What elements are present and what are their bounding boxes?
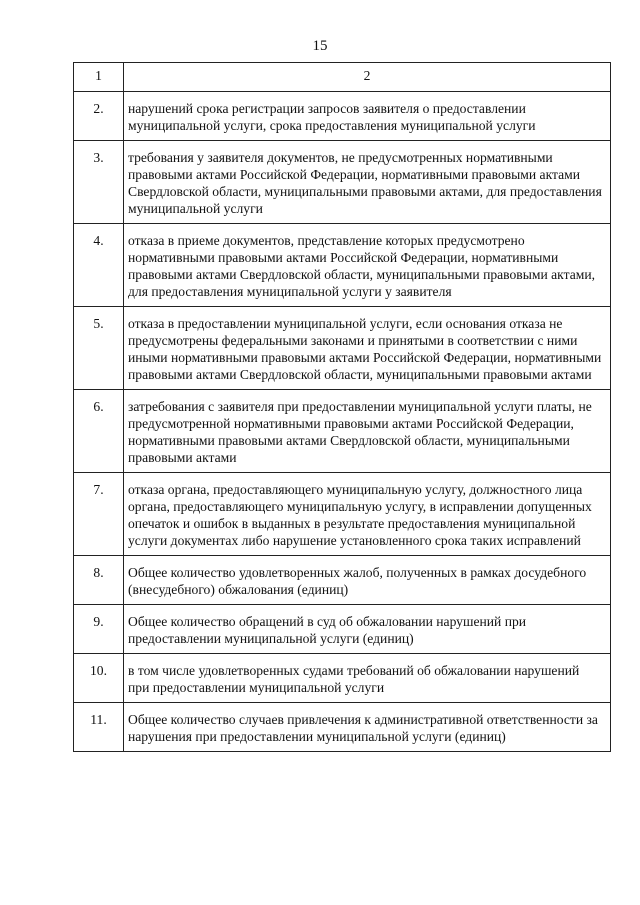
- header-cell-text: 2: [124, 63, 611, 92]
- table-header-row: [74, 63, 611, 92]
- table-row: [74, 556, 611, 605]
- page-number: 15: [312, 38, 328, 54]
- table-row: [74, 307, 611, 390]
- table-row: [74, 390, 611, 473]
- row-number: 5.: [74, 307, 124, 390]
- row-text: Общее количество случаев привлечения к административной ответственности за нарушения при предоставлении муниципальной услуги (единиц): [124, 703, 611, 752]
- table-row: [74, 473, 611, 556]
- row-text: отказа в приеме документов, представление которых предусмотрено нормативными правовыми актами Российской Федерации, нормативными правовыми актами Свердловской области, муниципальными правовыми актами, для предоставления муниципальной услуги у заявителя: [124, 224, 611, 307]
- table-row: [74, 92, 611, 141]
- row-text: Общее количество обращений в суд об обжаловании нарушений при предоставлении муниципальной услуги (единиц): [124, 605, 611, 654]
- row-number: 11.: [74, 703, 124, 752]
- row-text: отказа органа, предоставляющего муниципальную услугу, должностного лица органа, предоставляющего муниципальную услугу, в исправлении допущенных опечаток и ошибок в выданных в результате предоставления муниципальной услуги документах либо нарушение установленного срока таких исправлений: [124, 473, 611, 556]
- table-row: [74, 703, 611, 752]
- row-number: 7.: [74, 473, 124, 556]
- row-number: 9.: [74, 605, 124, 654]
- row-text: затребования с заявителя при предоставлении муниципальной услуги платы, не предусмотренной нормативными правовыми актами Российской Федерации, нормативными правовыми актами Свердловской области, муниципальными правовыми актами: [124, 390, 611, 473]
- row-number: 8.: [74, 556, 124, 605]
- row-text: нарушений срока регистрации запросов заявителя о предоставлении муниципальной услуги, срока предоставления муниципальной услуги: [124, 92, 611, 141]
- table-row: [74, 654, 611, 703]
- row-text: Общее количество удовлетворенных жалоб, полученных в рамках досудебного (внесудебного) обжалования (единиц): [124, 556, 611, 605]
- row-number: 10.: [74, 654, 124, 703]
- header-cell-number: 1: [74, 63, 124, 92]
- indicators-table: [73, 62, 611, 752]
- table-row: [74, 224, 611, 307]
- row-text: требования у заявителя документов, не предусмотренных нормативными правовыми актами Российской Федерации, нормативными правовыми актами Свердловской области, муниципальными правовыми актами, для предоставления муниципальной услуги: [124, 141, 611, 224]
- row-number: 6.: [74, 390, 124, 473]
- row-text: отказа в предоставлении муниципальной услуги, если основания отказа не предусмотрены федеральными законами и принятыми в соответствии с ними иными нормативными правовыми актами Российской Федерации, нормативными правовыми актами Свердловской области, муниципальными правовыми актами: [124, 307, 611, 390]
- row-number: 3.: [74, 141, 124, 224]
- table-row: [74, 141, 611, 224]
- table-row: [74, 605, 611, 654]
- row-number: 4.: [74, 224, 124, 307]
- row-text: в том числе удовлетворенных судами требований об обжаловании нарушений при предоставлении муниципальной услуги: [124, 654, 611, 703]
- row-number: 2.: [74, 92, 124, 141]
